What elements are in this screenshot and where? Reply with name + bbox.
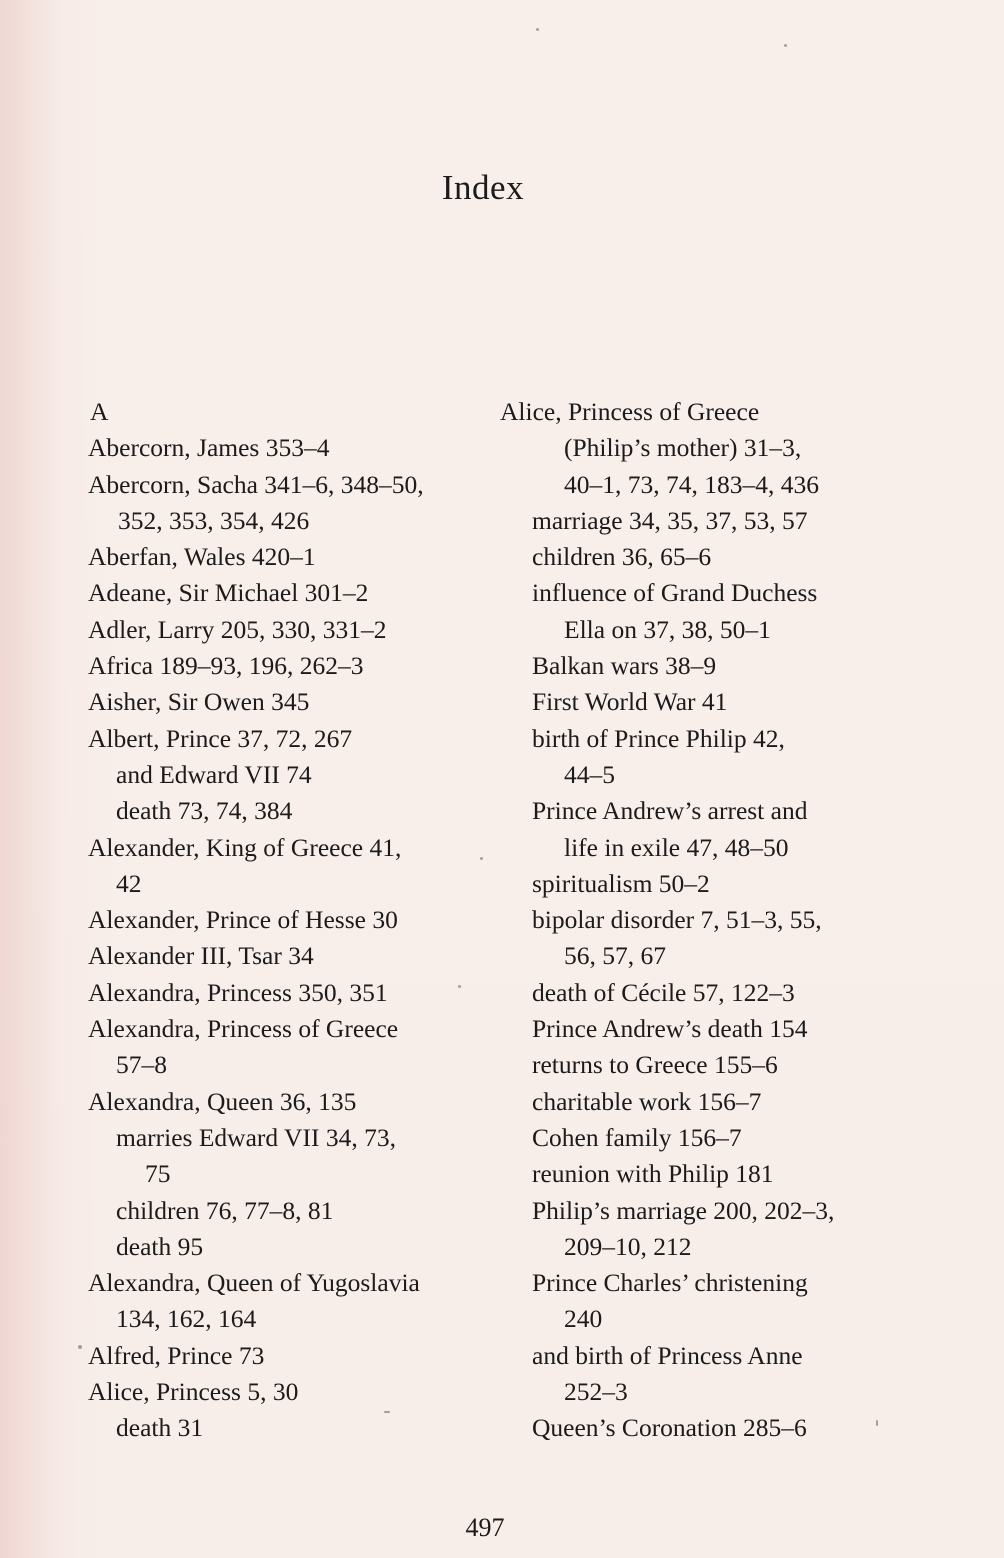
index-entry-continuation: 352, 353, 354, 426 — [118, 505, 310, 535]
index-subentry: charitable work 156–7 — [532, 1086, 762, 1116]
index-subentry: and Edward VII 74 — [116, 759, 312, 789]
index-entry: Africa 189–93, 196, 262–3 — [88, 651, 364, 681]
print-speck — [384, 1411, 390, 1413]
print-speck — [480, 857, 483, 860]
index-entry: Abercorn, Sacha 341–6, 348–50, — [88, 469, 424, 499]
print-speck — [536, 28, 539, 31]
index-column-right — [500, 394, 895, 1447]
index-subentry: Philip’s marriage 200, 202–3, — [532, 1195, 835, 1225]
index-entry: Alexandra, Princess of Greece — [88, 1014, 399, 1044]
index-entry: Aisher, Sir Owen 345 — [88, 687, 310, 717]
index-entry: Alexandra, Princess 350, 351 — [88, 977, 388, 1007]
index-column-left — [88, 394, 483, 1447]
index-subentry: Prince Andrew’s arrest and — [532, 796, 808, 826]
index-subentry: and birth of Princess Anne — [532, 1340, 803, 1370]
index-subentry-continuation: Ella on 37, 38, 50–1 — [564, 614, 771, 644]
index-entry: Adler, Larry 205, 330, 331–2 — [88, 614, 387, 644]
index-subentry: birth of Prince Philip 42, — [532, 723, 785, 753]
index-subentry-continuation: 240 — [564, 1304, 603, 1334]
index-subentry-continuation: 56, 57, 67 — [564, 941, 666, 971]
index-entry: Albert, Prince 37, 72, 267 — [88, 723, 353, 753]
index-subentry: Queen’s Coronation 285–6 — [532, 1413, 807, 1443]
index-entry: Alice, Princess of Greece — [500, 397, 760, 426]
index-subentry: spiritualism 50–2 — [532, 868, 710, 898]
index-entry-continuation: 134, 162, 164 — [116, 1304, 257, 1334]
index-subentry: children 36, 65–6 — [532, 542, 712, 572]
index-entry: Alice, Princess 5, 30 — [88, 1377, 299, 1407]
index-subentry: marries Edward VII 34, 73, — [116, 1122, 396, 1152]
index-subentry: Prince Charles’ christening — [532, 1268, 808, 1298]
index-subentry-continuation: life in exile 47, 48–50 — [564, 832, 789, 862]
index-subentry: children 76, 77–8, 81 — [116, 1195, 334, 1225]
index-entry: Adeane, Sir Michael 301–2 — [88, 578, 369, 608]
index-subentry: Prince Andrew’s death 154 — [532, 1014, 808, 1044]
index-entry: Alfred, Prince 73 — [88, 1340, 265, 1370]
index-letter-heading: A — [90, 397, 109, 426]
print-speck — [876, 1420, 878, 1426]
print-speck — [78, 1345, 82, 1349]
index-subentry: death 31 — [116, 1413, 204, 1443]
index-entry: Alexander, Prince of Hesse 30 — [88, 905, 398, 935]
index-subentry: Cohen family 156–7 — [532, 1122, 742, 1152]
index-entry-continuation: (Philip’s mother) 31–3, — [564, 433, 802, 463]
page-number: 497 — [465, 1513, 505, 1542]
index-entry: Alexandra, Queen 36, 135 — [88, 1086, 357, 1116]
index-entry: Abercorn, James 353–4 — [88, 433, 330, 463]
index-entry-continuation: 57–8 — [116, 1050, 167, 1080]
index-subentry-continuation: 44–5 — [564, 759, 615, 789]
page-title: Index — [441, 168, 525, 207]
index-subentry: death 73, 74, 384 — [116, 796, 293, 826]
index-subentry: returns to Greece 155–6 — [532, 1050, 778, 1080]
index-subentry-continuation: 252–3 — [564, 1377, 628, 1407]
index-entry-continuation: 42 — [116, 868, 142, 898]
print-speck — [458, 985, 461, 988]
index-entry: Aberfan, Wales 420–1 — [88, 542, 316, 572]
index-entry-continuation: 40–1, 73, 74, 183–4, 436 — [564, 469, 819, 499]
index-subentry: Balkan wars 38–9 — [532, 651, 717, 681]
index-subentry: death 95 — [116, 1231, 204, 1261]
index-entry: Alexandra, Queen of Yugoslavia — [88, 1268, 420, 1298]
index-subentry-continuation: 75 — [145, 1159, 171, 1189]
index-subentry: reunion with Philip 181 — [532, 1159, 774, 1189]
index-subentry: marriage 34, 35, 37, 53, 57 — [532, 505, 808, 535]
print-speck — [784, 44, 787, 47]
index-subentry: influence of Grand Duchess — [532, 578, 818, 608]
index-subentry: death of Cécile 57, 122–3 — [532, 977, 795, 1007]
index-entry: Alexander III, Tsar 34 — [88, 941, 314, 971]
index-subentry-continuation: 209–10, 212 — [564, 1231, 692, 1261]
index-subentry: First World War 41 — [532, 687, 728, 717]
index-entry: Alexander, King of Greece 41, — [88, 832, 402, 862]
index-subentry: bipolar disorder 7, 51–3, 55, — [532, 905, 822, 935]
